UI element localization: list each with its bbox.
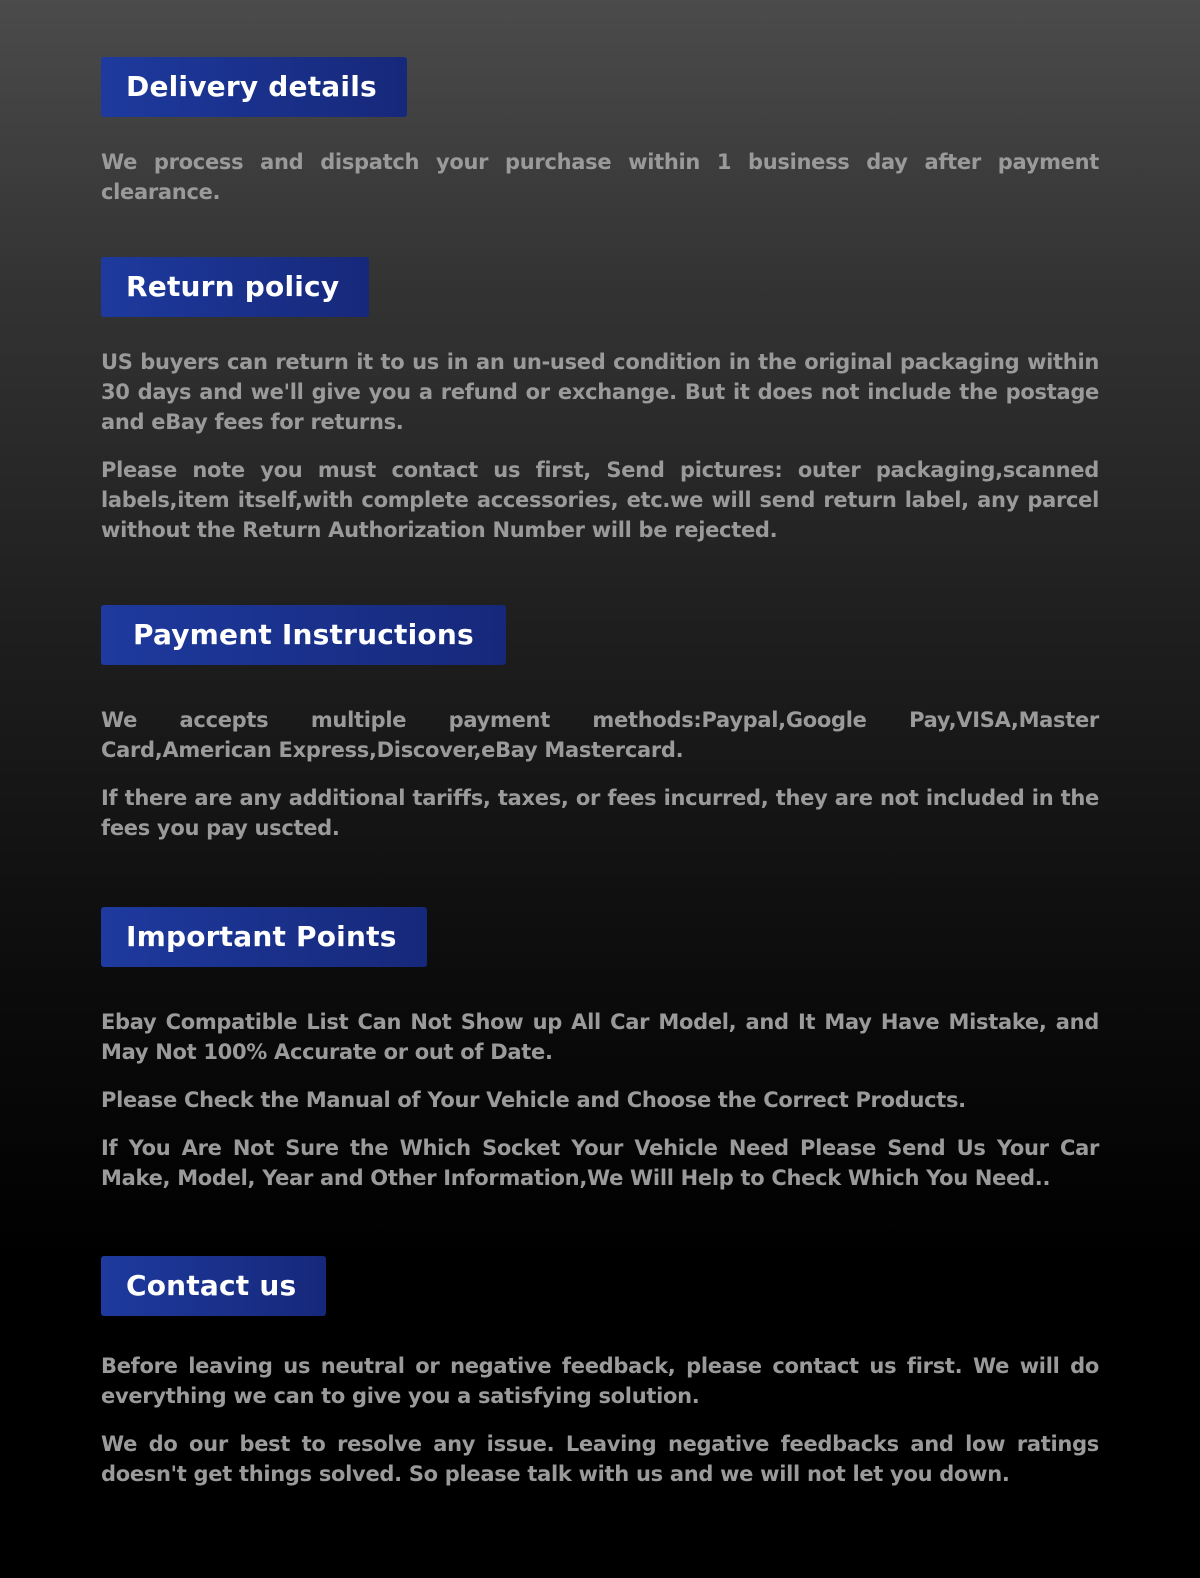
return-paragraph: US buyers can return it to us in an un-used condition in the original packaging within 30 days and we'll give you a refund or exchange. But it does not include the postage and eBay fees for returns.: [101, 350, 1099, 434]
return-policy-heading: Return policy: [101, 257, 369, 317]
delivery-details-heading: Delivery details: [101, 57, 407, 117]
contact-us-heading: Contact us: [101, 1256, 326, 1316]
important-points-heading: Important Points: [101, 907, 427, 967]
payment-instructions-heading: Payment Instructions: [101, 605, 506, 665]
payment-instructions-section: [101, 605, 1099, 843]
contact-us-section: [101, 1256, 1099, 1489]
return-paragraph: Please note you must contact us first, Send pictures: outer packaging,scanned labels,item itself,with complete accessories, etc.we will send return label, any parcel without the Return Authorization Number will be rejected.: [101, 458, 1099, 542]
contact-paragraph: Before leaving us neutral or negative feedback, please contact us first. We will do everything we can to give you a satisfying solution.: [101, 1354, 1099, 1408]
contact-us-body: [101, 1351, 1099, 1489]
delivery-details-section: [101, 57, 1099, 207]
important-points-body: [101, 1007, 1099, 1193]
important-points-section: [101, 907, 1099, 1193]
important-paragraph: If You Are Not Sure the Which Socket Your Vehicle Need Please Send Us Your Car Make, Model, Year and Other Information,We Will Help to Check Which You Need..: [101, 1136, 1099, 1190]
contact-paragraph: We do our best to resolve any issue. Leaving negative feedbacks and low ratings doesn't get things solved. So please talk with us and we will not let you down.: [101, 1432, 1099, 1486]
delivery-details-body: [101, 147, 1099, 207]
payment-instructions-body: [101, 705, 1099, 843]
delivery-paragraph: We process and dispatch your purchase within 1 business day after payment clearance.: [101, 150, 1099, 204]
payment-paragraph: If there are any additional tariffs, taxes, or fees incurred, they are not included in the fees you pay uscted.: [101, 786, 1099, 840]
return-policy-section: [101, 257, 1099, 545]
payment-paragraph: We accepts multiple payment methods:Paypal,Google Pay,VISA,Master Card,American Express,Discover,eBay Mastercard.: [101, 708, 1099, 762]
important-paragraph: Please Check the Manual of Your Vehicle and Choose the Correct Products.: [101, 1088, 966, 1112]
important-paragraph: Ebay Compatible List Can Not Show up All Car Model, and It May Have Mistake, and May Not 100% Accurate or out of Date.: [101, 1010, 1099, 1064]
return-policy-body: [101, 347, 1099, 545]
